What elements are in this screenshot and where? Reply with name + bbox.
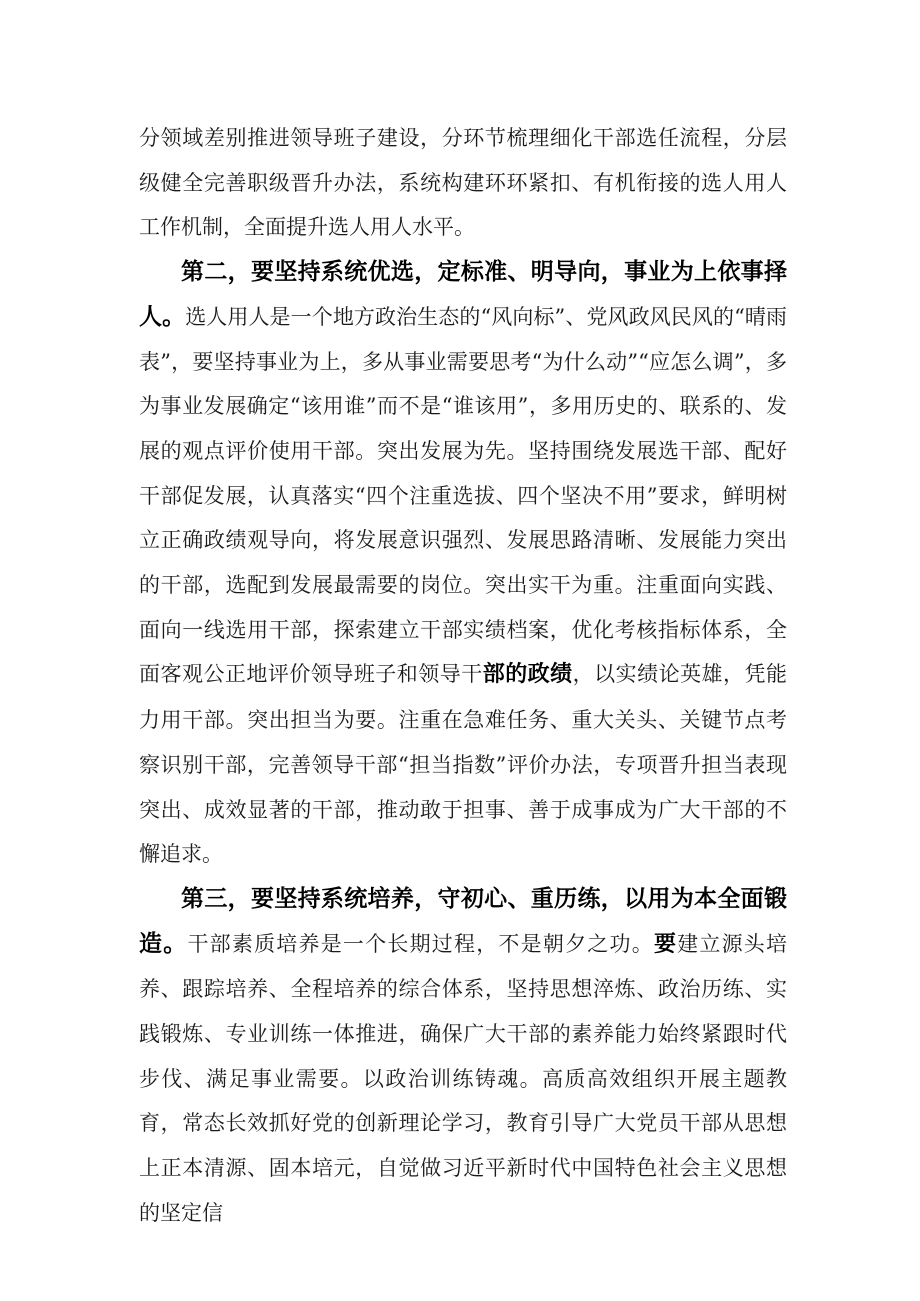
section-2-heading: 第二，要坚持系统优选，定标准、明导向，事业为上依事择人。 bbox=[139, 259, 787, 330]
document-body bbox=[139, 116, 787, 1236]
section-3-bold-word: 要 bbox=[653, 931, 678, 957]
section-2-body-part-1: 选人用人是一个地方政治生态的“风向标”、党风政风民风的“晴雨表”，要坚持事业为上，多从事业需要思考“为什么动”“应怎么调”，多为事业发展确定“该用谁”而不是“谁该用”，多用历史的、联系的、发展的观点评价使用干部。突出发展为先。坚持围绕发展选干部、配好干部促发展，认真落实“四个注重选拔、四个坚决不用”要求，鲜明树立正确政绩观导向，将发展意识强烈、发展思路清晰、发展能力突出的干部，选配到发展最需要的岗位。突出实干为重。注重面向实践、面向一线选用干部，探索建立干部实绩档案，优化考核指标体系，全面客观公正地评价领导班子和领导干 bbox=[139, 304, 787, 687]
section-3-paragraph bbox=[139, 877, 787, 1236]
continuation-paragraph: 分领域差别推进领导班子建设，分环节梳理细化干部选任流程，分层级健全完善职级晋升办法，系统构建环环紧扣、有机衔接的选人用人工作机制，全面提升选人用人水平。 bbox=[139, 126, 787, 240]
section-3-body-part-2: 建立源头培养、跟踪培养、全程培养的综合体系，坚持思想淬炼、政治历练、实践锻炼、专业训练一体推进，确保广大干部的素养能力始终紧跟时代步伐、满足事业需要。以政治训练铸魂。高质高效组织开展主题教育，常态长效抓好党的创新理论学习，教育引导广大党员干部从思想上正本清源、固本培元，自觉做习近平新时代中国特色社会主义思想的坚定信 bbox=[139, 931, 788, 1225]
section-2-paragraph bbox=[139, 250, 787, 877]
section-2-body-part-2: ，以实绩论英雄，凭能力用干部。突出担当为要。注重在急难任务、重大关头、关键节点考察识别干部，完善领导干部“担当指数”评价办法，专项晋升担当表现突出、成效显著的干部，推动敢于担事、善于成事成为广大干部的不懈追求。 bbox=[139, 662, 787, 867]
section-2-bold-phrase: 部的政绩 bbox=[482, 662, 573, 688]
section-3-heading: 第三，要坚持系统培养，守初心、重历练，以用为本全面锻造。 bbox=[139, 885, 787, 957]
section-3-body-part-1: 干部素质培养是一个长期过程，不是朝夕之功。 bbox=[187, 931, 654, 956]
